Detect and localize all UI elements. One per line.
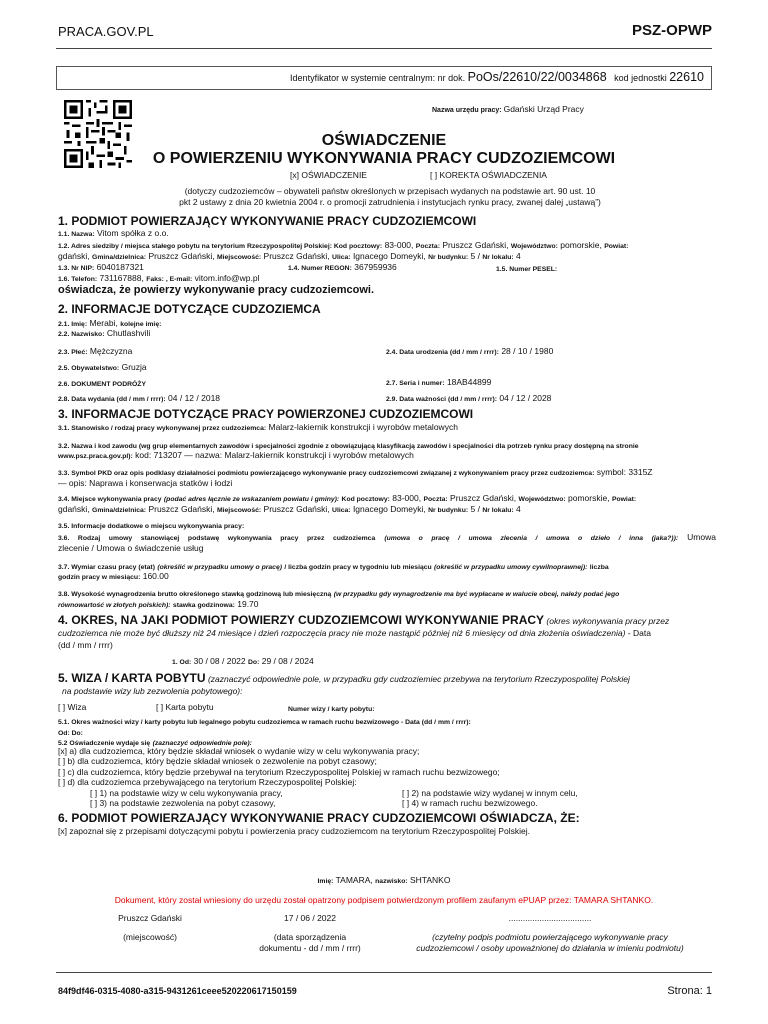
label: kolejne imię: <box>120 321 162 328</box>
option-b: [ ] b) dla cudzoziemca, który będzie składał wniosek o zezwolenie na pobyt czasowy; <box>58 756 377 766</box>
label: równowartość w złotych polskich): <box>58 602 171 609</box>
section-6-heading: 6. PODMIOT POWIERZAJĄCY WYKONYWANIE PRACY CUDZOZIEMCOWI OŚWIADCZA, ŻE: <box>58 811 580 825</box>
field-2-6 <box>58 378 358 391</box>
field-2-4 <box>386 346 706 359</box>
signer-last-name: SHTANKO <box>410 875 451 885</box>
label: (podać adres łącznie ze wskazaniem powiatu i gminy): <box>163 496 340 503</box>
label: Nr lokalu: <box>482 254 514 261</box>
label: Powiat: <box>611 496 637 503</box>
label: 1.1. Nazwa: <box>58 231 95 238</box>
label: 2.7. Seria i numer: <box>386 380 445 387</box>
label: liczba <box>589 564 609 571</box>
field-3-7-cont <box>58 571 716 584</box>
office-label: Nazwa urzędu pracy: <box>432 107 502 114</box>
id-line <box>290 70 704 84</box>
unit-code: 22610 <box>669 70 704 84</box>
doc-subtitle: O POWIERZENIU WYKONYWANIA PRACY CUDZOZIEMCOWI <box>152 150 616 167</box>
value: Merabi, <box>89 318 118 328</box>
value: gdański, <box>58 251 90 261</box>
office-value: Gdański Urząd Pracy <box>503 104 584 114</box>
date-label: (data sporządzenia <box>273 932 347 942</box>
form-code: PSZ-OPWP <box>631 22 712 39</box>
label: 3.2. Nazwa i kod zawodu (wg grup elementarnych zawodów i specjalności zgodnie z obowiązującą klasyfikacją zawodów i specjalności dla potrzeb rynku pracy dostępną na stronie <box>58 443 639 450</box>
label: (zaznaczyć odpowiednie pole): <box>152 740 252 747</box>
value: Umowa <box>687 532 716 542</box>
label: Gmina/dzielnica: <box>92 507 147 514</box>
label: 2.9. Data ważności (dd / mm / rrrr): <box>386 396 498 403</box>
label: 1. Od: <box>172 659 192 666</box>
label: Numer wizy / karty pobytu: <box>288 706 375 713</box>
option-declaration: [x] OŚWIADCZENIE <box>290 170 367 180</box>
value: 160.00 <box>142 571 169 581</box>
label: Miejscowość: <box>216 254 262 261</box>
footer-rule <box>56 972 712 973</box>
value: 28 / 10 / 1980 <box>501 346 554 356</box>
value: 04 / 12 / 2028 <box>499 393 552 403</box>
label: Miejscowość: <box>216 507 262 514</box>
section-4-heading: 4. OKRES, NA JAKI PODMIOT POWIERZY CUDZOZIEMCOWI WYKONYWANIE PRACY <box>58 613 545 627</box>
value: kod: 713207 — nazwa: Malarz-lakiernik konstrukcji i wyrobów metalowych <box>135 450 414 460</box>
label: Od: Do: <box>58 730 83 737</box>
place-value: Pruszcz Gdański <box>118 913 182 923</box>
date-value: 17 / 06 / 2022 <box>284 913 336 923</box>
option-d4: [ ] 4) w ramach ruchu bezwizowego. <box>402 798 538 808</box>
field-2-7 <box>386 377 706 390</box>
declares-line: oświadcza, że powierzy wykonywanie pracy cudzoziemcowi. <box>58 284 375 296</box>
value: symbol: 3315Z <box>596 467 653 477</box>
section-5-heading: 5. WIZA / KARTA POBYTU <box>58 671 206 685</box>
label: 3.5. Informacje dodatkowe o miejscu wykonywania pracy: <box>58 523 245 530</box>
value: Chutlashvili <box>106 328 151 338</box>
label: 1.3. Nr NIP: <box>58 265 95 272</box>
label: 3.1. Stanowisko / rodzaj pracy wykonywanej przez cudzoziemca: <box>58 425 267 432</box>
field-2-9 <box>386 393 706 406</box>
visa-number-label <box>288 703 488 716</box>
label: Ulica: <box>332 507 351 514</box>
label: 2.4. Data urodzenia (dd / mm / rrrr): <box>386 349 499 356</box>
signer-first-name: TAMARA, <box>335 875 373 885</box>
value: 83-000, <box>392 493 422 503</box>
place-label: (miejscowość) <box>123 932 177 942</box>
section-3-heading: 3. INFORMACJE DOTYCZĄCE PRACY POWIERZONEJ CUDZOZIEMCOWI <box>58 407 474 421</box>
period-line <box>172 656 472 669</box>
field-2-8 <box>58 393 358 406</box>
field-3-3-cont: — opis: Naprawa i konserwacja statków i łodzi <box>58 478 233 488</box>
value: Mężczyzna <box>89 346 133 356</box>
section-4 <box>58 613 718 627</box>
label: 3.3. Symbol PKD oraz opis podklasy działalności podmiotu powierzającego wykonywanie pracy cudzoziemcowi związanej z wykonywaniem pracy przez cudzoziemca: <box>58 470 595 477</box>
field-2-5 <box>58 362 716 375</box>
label: Poczta: <box>423 496 448 503</box>
label: 2.6. DOKUMENT PODRÓŻY <box>58 381 146 388</box>
label: 5.1. Okres ważności wizy / karty pobytu lub legalnego pobytu cudzoziemca w ramach ruchu bezwizowego - Data (dd / mm / rrrr): <box>58 719 471 726</box>
label: Imię: <box>317 878 334 885</box>
label: 5.2 Oświadczenie wydaje się <box>58 740 151 747</box>
value: 29 / 08 / 2024 <box>261 656 314 666</box>
header-rule <box>56 48 712 49</box>
value: Pruszcz Gdański, <box>148 504 215 514</box>
label: 3.8. Wysokość wynagrodzenia brutto określonego stawką godzinową lub miesięczną <box>58 591 332 598</box>
label: 2.2. Nazwisko: <box>58 331 105 338</box>
label: www.psz.praca.gov.pl): <box>58 453 133 460</box>
signer-line <box>0 875 768 885</box>
legal-basis <box>130 186 650 208</box>
option-c: [ ] c) dla cudzoziemca, który będzie przebywał na terytorium Rzeczypospolitej Polskiej w ramach ruchu bezwizowego; <box>58 767 500 777</box>
label: 1.6. Telefon: <box>58 276 98 283</box>
value: 6040187321 <box>96 262 144 272</box>
section-5-note-line <box>62 686 720 697</box>
label: Nr budynku: <box>428 507 469 514</box>
field-2-3 <box>58 346 358 359</box>
signature-label: (czytelny podpis podmiotu powierzającego wykonywanie pracy <box>432 932 668 942</box>
option-correction: [ ] KOREKTA OŚWIADCZENIA <box>430 170 547 180</box>
field-1-1 <box>58 228 716 241</box>
option-d: [ ] d) dla cudzoziemca przebywającego na terytorium Rzeczypospolitej Polskiej: <box>58 777 357 787</box>
section-1-heading: 1. PODMIOT POWIERZAJĄCY WYKONYWANIE PRACY CUDZOZIEMCOWI <box>58 214 477 228</box>
label: 1.2. Adres siedziby / miejsca stałego pobytu na terytorium Rzeczypospolitej Polskiej: Kod pocztowy: <box>58 243 383 250</box>
signature-label: cudzoziemcowi / osoby upoważnionej do działania w imieniu podmiotu) <box>416 943 684 953</box>
label: (w przypadku gdy wynagrodzenie ma być wypłacane w walucie obcej, należy podać jego <box>333 591 620 598</box>
value: Ignacego Domeyki, <box>352 251 426 261</box>
label: 2.3. Płeć: <box>58 349 88 356</box>
value: 731167888, <box>99 273 144 283</box>
label: Województwo: <box>518 496 566 503</box>
legal-basis-line: pkt 2 ustawy z dnia 20 kwietnia 2004 r. o promocji zatrudnienia i instytucjach rynku pracy, zwanej dalej „ustawą”) <box>179 197 601 207</box>
section-5 <box>58 671 718 685</box>
value: 5 / <box>470 504 480 514</box>
label: stawka godzinowa: <box>172 602 235 609</box>
value: Pruszcz Gdański, <box>263 504 330 514</box>
value: 83-000, <box>384 240 414 250</box>
label: 2.5. Obywatelstwo: <box>58 365 120 372</box>
page-label: Strona: <box>667 985 703 997</box>
label: Powiat: <box>604 243 629 250</box>
label: Ulica: <box>332 254 351 261</box>
field-3-2-cont <box>58 450 716 463</box>
option-d2: [ ] 2) na podstawie wizy wydanej w innym celu, <box>402 788 578 798</box>
label: 1.5. Numer PESEL: <box>496 266 558 273</box>
section-4-note-line <box>58 628 716 639</box>
signature-line: ................................... <box>508 913 592 923</box>
epuap-note: Dokument, który został wniesiony do urzędu został opatrzony podpisem potwierdzonym profilem zaufanym ePUAP przez: TAMARA SHTANKO. <box>114 895 654 905</box>
value: gdański, <box>58 504 90 514</box>
page-number <box>667 985 712 997</box>
field-2-2 <box>58 328 716 341</box>
doc-title: OŚWIADCZENIE <box>321 132 447 149</box>
label: Nr lokalu: <box>482 507 514 514</box>
label: 2.8. Data wydania (dd / mm / rrrr): <box>58 396 166 403</box>
label: Nr budynku: <box>428 254 469 261</box>
visa-option: [ ] Wiza <box>58 702 87 712</box>
legal-basis-line: (dotyczy cudzoziemców – obywateli państw określonych w przepisach wydanych na podstawie art. 90 ust. 10 <box>184 186 596 196</box>
label: Do: <box>248 659 260 666</box>
site-name: PRACA.GOV.PL <box>58 24 154 39</box>
document-hash: 84f9df46-0315-4080-a315-9431261ceee520220617150159 <box>58 986 297 996</box>
value: Gruzja <box>121 362 147 372</box>
signature-block <box>400 913 700 954</box>
value: 18AB44899 <box>446 377 492 387</box>
value: Malarz-lakiernik konstrukcji i wyrobów metalowych <box>268 422 458 432</box>
label: 3.4. Miejsce wykonywania pracy <box>58 496 162 503</box>
section-5-note: (zaznaczyć odpowiednie pole, w przypadku gdy cudzoziemiec przebywa na terytorium Rzeczypospolitej Polskiej <box>207 674 630 684</box>
value: Pruszcz Gdański, <box>450 493 517 503</box>
section-6-text: [x] zapoznał się z przepisami dotyczącymi pobytu i powierzenia pracy cudzoziemcom na terytorium Rzeczypospolitej Polskiej. <box>58 826 530 836</box>
unit-label: kod jednostki <box>614 73 667 83</box>
value: 4 <box>516 251 521 261</box>
label: nazwisko: <box>375 878 408 885</box>
date-block <box>250 913 370 954</box>
doc-number: PoOs/22610/22/0034868 <box>467 70 607 84</box>
field-3-6-cont: zlecenie / Umowa o świadczenie usług <box>58 543 204 553</box>
value: Vitom spółka z o.o. <box>97 228 169 238</box>
section-4-note: cudzoziemca nie może być dłuższy niż 24 miesiące i dzień rozpoczęcia pracy nie może nastąpić później niż 6 miesięcy od dnia złożenia oświadczenia) <box>58 628 626 638</box>
option-a: [x] a) dla cudzoziemca, który będzie składał wniosek o wydanie wizy w celu wykonywania pracy; <box>58 746 420 756</box>
label: 2.1. Imię: <box>58 321 88 328</box>
value: Pruszcz Gdański, <box>148 251 215 261</box>
label: 3.7. Wymiar czasu pracy (etat) <box>58 564 155 571</box>
date-label: dokumentu - dd / mm / rrrr) <box>259 943 361 953</box>
label: / liczba godzin pracy w tygodniu lub miesiącu <box>284 564 432 571</box>
section-5-note: na podstawie wizy lub zezwolenia pobytowego): <box>62 686 243 696</box>
value: Pruszcz Gdański, <box>442 240 509 250</box>
label: godzin pracy w miesiącu: <box>58 574 141 581</box>
value: 30 / 08 / 2022 <box>193 656 246 666</box>
section-4-note: - Data <box>627 628 651 638</box>
value: pomorskie, <box>560 240 602 250</box>
label: Poczta: <box>415 243 440 250</box>
field-3-4-cont <box>58 504 716 517</box>
section-4-note: (okres wykonywania pracy przez <box>546 616 670 626</box>
page-value: 1 <box>705 985 712 997</box>
value: 367959936 <box>354 262 397 272</box>
value: Pruszcz Gdański, <box>263 251 330 261</box>
value: 5 / <box>470 251 480 261</box>
label: (umowa o pracę / umowa zlecenia / umowa o dzieło / inna (jaka?)): <box>384 535 679 542</box>
section-4-note-line: (dd / mm / rrrr) <box>58 640 113 650</box>
section-2-heading: 2. INFORMACJE DOTYCZĄCE CUDZOZIEMCA <box>58 302 321 316</box>
place-block <box>90 913 210 943</box>
value: pomorskie, <box>568 493 610 503</box>
value: 19.70 <box>237 599 259 609</box>
field-3-1 <box>58 422 716 435</box>
value: Ignacego Domeyki, <box>352 504 426 514</box>
label: Gmina/dzielnica: <box>92 254 147 261</box>
label: Faks: , E-mail: <box>146 276 193 283</box>
office-line <box>432 104 584 114</box>
label: (określić w przypadku umowy o pracę) <box>157 564 282 571</box>
label: 3.6. Rodzaj umowy stanowiącej podstawę wykonywania pracy przez cudzoziemca <box>58 535 376 542</box>
value: 4 <box>516 504 521 514</box>
value: vitom.info@wp.pl <box>194 273 260 283</box>
label: 1.4. Numer REGON: <box>288 265 352 272</box>
residence-card-option: [ ] Karta pobytu <box>156 702 214 712</box>
id-label: Identyfikator w systemie centralnym: nr dok. <box>290 73 466 83</box>
option-d3: [ ] 3) na podstawie zezwolenia na pobyt czasowy, <box>90 798 276 808</box>
label: (określić w przypadku umowy cywilnoprawnej): <box>434 564 588 571</box>
label: Województwo: <box>510 243 558 250</box>
label: Kod pocztowy: <box>341 496 390 503</box>
field-3-8-cont <box>58 599 716 612</box>
field-3-5 <box>58 520 716 533</box>
value: 04 / 12 / 2018 <box>168 393 221 403</box>
option-d1: [ ] 1) na podstawie wizy w celu wykonywania pracy, <box>90 788 283 798</box>
